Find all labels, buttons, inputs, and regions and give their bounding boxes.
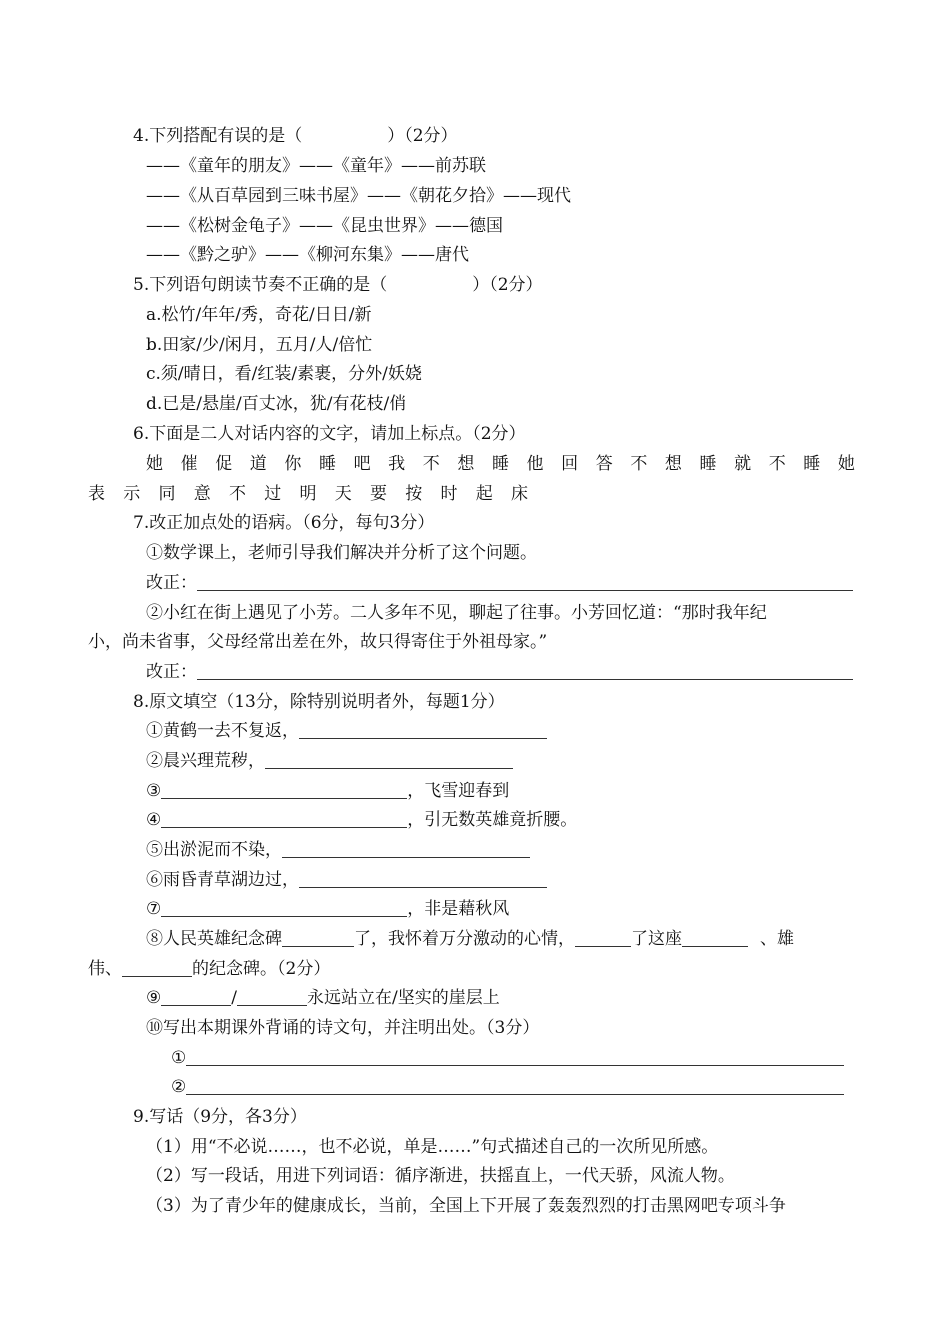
q6-char: 答 (595, 454, 613, 474)
q5-stem: 5.下列语句朗读节奏不正确的是（ ）（2分） (133, 275, 543, 295)
q6-char: 吧 (353, 454, 371, 474)
q6-char: 天 (334, 484, 352, 504)
q8-item-10-answer-2 (171, 1075, 844, 1099)
q6-char: 起 (475, 484, 493, 504)
q4-stem: 4.下列搭配有误的是（ ）（2分） (133, 126, 458, 146)
item-number: ⑦ (146, 899, 162, 919)
fill-blank[interactable] (237, 987, 307, 1006)
q5-option-c: c.须/晴日，看/红装/素裹，分外/妖娆 (146, 364, 422, 384)
q5-option-d: d.已是/悬崖/百丈冰，犹/有花枝/俏 (146, 394, 407, 414)
q6-char: 她 (146, 454, 163, 474)
item-text: ⑤出淤泥而不染， (146, 840, 282, 860)
q8-item-10-answer-1 (171, 1046, 844, 1070)
fill-blank[interactable] (161, 780, 407, 799)
q6-char: 明 (299, 484, 317, 504)
q6-char: 就 (734, 454, 752, 474)
q7-fix-2 (146, 660, 853, 684)
q6-char: 睡 (318, 454, 336, 474)
q6-char: 道 (249, 454, 267, 474)
item-text: 、雄 (760, 929, 794, 949)
fix-answer-blank-1[interactable] (197, 572, 853, 591)
q6-char: 想 (457, 454, 475, 474)
fix-label: 改正： (146, 662, 197, 682)
q5-option-b: b.田家/少/闲月，五月/人/倍忙 (146, 335, 373, 355)
q6-char: 睡 (803, 454, 821, 474)
q6-dialogue-line1 (146, 452, 855, 476)
fill-blank[interactable] (161, 809, 407, 828)
q6-char: 示 (123, 484, 141, 504)
q9-prompt-3: （3）为了青少年的健康成长，当前，全国上下开展了轰轰烈烈的打击黑网吧专项斗争 (146, 1196, 786, 1216)
q9-prompt-1: （1）用“不必说……，也不必说，单是……”句式描述自己的一次所见所感。 (146, 1137, 719, 1157)
item-text: 永远站立在/坚实的崖层上 (306, 988, 500, 1008)
item-number: ① (171, 1048, 187, 1068)
q6-char: 同 (158, 484, 176, 504)
fill-blank[interactable] (186, 1076, 844, 1095)
q8-item-8-line2 (88, 957, 330, 981)
fill-blank[interactable] (282, 928, 354, 947)
q7-stem: 7.改正加点处的语病。（6分，每句3分） (133, 513, 435, 533)
q8-stem: 8.原文填空（13分，除特别说明者外，每题1分） (133, 692, 505, 712)
q6-char: 表 (88, 484, 105, 504)
fill-blank[interactable] (161, 898, 407, 917)
fill-blank[interactable] (186, 1047, 844, 1066)
q8-item-4 (146, 808, 577, 832)
q8-item-8-line1 (146, 927, 794, 951)
q6-char: 意 (193, 484, 211, 504)
q6-char: 她 (837, 454, 855, 474)
item-number: ③ (146, 781, 162, 801)
q8-item-3 (146, 779, 509, 803)
q8-item-2 (146, 749, 513, 773)
item-text: 伟、 (88, 959, 122, 979)
item-text: ②晨兴理荒秽， (146, 751, 265, 771)
q9-stem: 9.写话（9分，各3分） (133, 1107, 307, 1127)
item-number: ④ (146, 810, 162, 830)
q6-char: 想 (664, 454, 682, 474)
q9-prompt-2: （2）写一段话，用进下列词语：循序渐进，扶摇直上，一代天骄，风流人物。 (146, 1166, 735, 1186)
item-text: / (231, 988, 237, 1008)
q6-char: 我 (388, 454, 406, 474)
item-text: 了这座 (631, 929, 682, 949)
q8-item-1 (146, 719, 547, 743)
item-text: ，非是藉秋风 (407, 899, 510, 919)
q6-char: 要 (370, 484, 387, 504)
q4-option-d: ——《黔之驴》——《柳河东集》——唐代 (146, 245, 469, 265)
q4-option-b: ——《从百草园到三味书屋》——《朝花夕拾》——现代 (146, 186, 571, 206)
q6-char: 促 (215, 454, 233, 474)
q8-item-9 (146, 986, 500, 1010)
item-number: ⑨ (146, 988, 162, 1008)
q6-char: 不 (768, 454, 786, 474)
q7-sentence-2-line1: ②小红在街上遇见了小芳。二人多年不见，聊起了往事。小芳回忆道：“那时我年纪 (146, 603, 767, 623)
fix-answer-blank-2[interactable] (197, 661, 853, 680)
q6-char: 催 (180, 454, 198, 474)
q8-item-10: ⑩写出本期课外背诵的诗文句，并注明出处。（3分） (146, 1018, 540, 1038)
item-text: ⑥雨昏青草湖边过， (146, 870, 299, 890)
q8-item-6 (146, 868, 547, 892)
q4-option-c: ——《松树金龟子》——《昆虫世界》——德国 (146, 216, 503, 236)
q6-char: 按 (405, 484, 423, 504)
q6-char: 睡 (699, 454, 717, 474)
fill-blank[interactable] (265, 750, 513, 769)
q7-sentence-1: ①数学课上，老师引导我们解决并分析了这个问题。 (146, 543, 537, 563)
fill-blank[interactable] (282, 839, 530, 858)
q6-char: 不 (630, 454, 648, 474)
fill-blank[interactable] (122, 958, 192, 977)
q6-char: 不 (422, 454, 440, 474)
q7-sentence-2-line2: 小，尚未省事，父母经常出差在外，故只得寄住于外祖母家。” (88, 632, 548, 652)
q6-stem: 6.下面是二人对话内容的文字，请加上标点。（2分） (133, 424, 526, 444)
item-text: 了，我怀着万分激动的心情， (354, 929, 575, 949)
fill-blank[interactable] (299, 720, 547, 739)
q6-char: 你 (284, 454, 302, 474)
fill-blank[interactable] (575, 928, 631, 947)
fill-blank[interactable] (299, 869, 547, 888)
q5-option-a: a.松竹/年年/秀，奇花/日日/新 (146, 305, 372, 325)
item-text: ，引无数英雄竟折腰。 (407, 810, 578, 830)
q6-char: 不 (229, 484, 246, 504)
fill-blank[interactable] (682, 928, 748, 947)
q6-char: 回 (561, 454, 579, 474)
item-number: ② (171, 1077, 187, 1097)
q6-char: 睡 (491, 454, 509, 474)
fix-label: 改正： (146, 573, 197, 593)
q7-fix-1 (146, 571, 853, 595)
q6-char: 床 (511, 484, 528, 504)
q6-char: 时 (440, 484, 458, 504)
item-text: ，飞雪迎春到 (407, 781, 510, 801)
q8-item-5 (146, 838, 530, 862)
q6-dialogue-line2 (88, 482, 528, 506)
q6-char: 他 (526, 454, 544, 474)
q8-item-7 (146, 897, 509, 921)
q6-char: 过 (264, 484, 282, 504)
item-text: ⑧人民英雄纪念碑 (146, 929, 282, 949)
item-text: ①黄鹤一去不复返， (146, 721, 299, 741)
item-text: 的纪念碑。（2分） (192, 959, 331, 979)
q4-option-a: ——《童年的朋友》——《童年》——前苏联 (146, 156, 486, 176)
fill-blank[interactable] (161, 987, 231, 1006)
